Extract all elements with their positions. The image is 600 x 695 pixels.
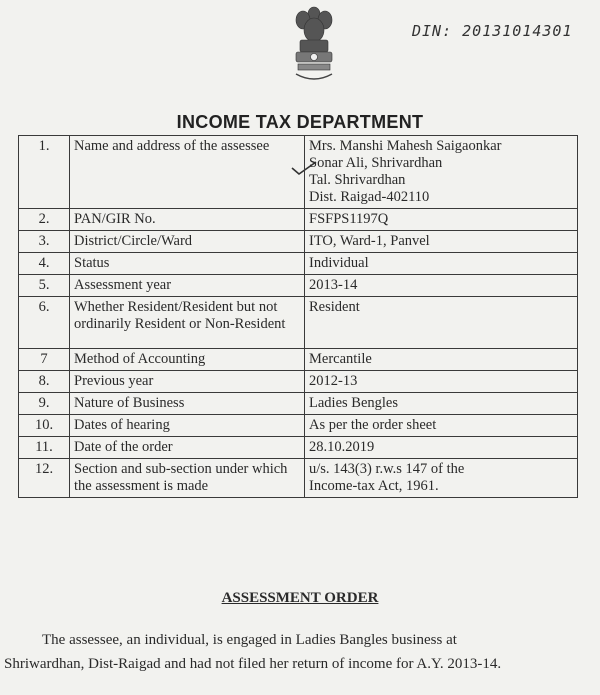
row-number: 11. <box>19 437 70 459</box>
row-value-line: Sonar Ali, Shrivardhan <box>309 155 443 171</box>
table-row <box>19 349 578 371</box>
row-value-line: Ladies Bengles <box>309 395 398 411</box>
row-value-line: Mercantile <box>309 351 372 367</box>
table-row <box>19 231 578 253</box>
row-label: Assessment year <box>70 275 305 297</box>
row-value <box>305 415 578 437</box>
row-value <box>305 275 578 297</box>
row-number: 2. <box>19 209 70 231</box>
row-value <box>305 437 578 459</box>
row-label: Previous year <box>70 371 305 393</box>
row-number: 8. <box>19 371 70 393</box>
table-row <box>19 415 578 437</box>
row-value-line: Income-tax Act, 1961. <box>309 478 439 494</box>
row-number: 3. <box>19 231 70 253</box>
row-label: Name and address of the assessee <box>70 136 305 209</box>
row-number: 1. <box>19 136 70 209</box>
row-value-line: 2012-13 <box>309 373 358 389</box>
row-value-line: Resident <box>309 299 360 315</box>
row-label: Dates of hearing <box>70 415 305 437</box>
row-value-line: 2013-14 <box>309 277 358 293</box>
row-value <box>305 297 578 349</box>
table-row <box>19 459 578 498</box>
row-label: Status <box>70 253 305 275</box>
row-value-line: Dist. Raigad-402110 <box>309 189 430 205</box>
row-value <box>305 136 578 209</box>
row-value-line: As per the order sheet <box>309 417 437 433</box>
row-value-line: Mrs. Manshi Mahesh Saigaonkar <box>309 138 502 154</box>
row-label: District/Circle/Ward <box>70 231 305 253</box>
assessee-details-table <box>18 135 578 498</box>
row-value-line: u/s. 143(3) r.w.s 147 of the <box>309 461 465 477</box>
table-row <box>19 275 578 297</box>
row-label: Section and sub-section under which the assessment is made <box>70 459 305 498</box>
row-value-line: ITO, Ward-1, Panvel <box>309 233 430 249</box>
row-number: 6. <box>19 297 70 349</box>
table-row <box>19 393 578 415</box>
row-value <box>305 371 578 393</box>
table-row <box>19 209 578 231</box>
row-value-line: FSFPS1197Q <box>309 211 389 227</box>
din-number: DIN: 20131014301 <box>412 22 573 40</box>
row-number: 7 <box>19 349 70 371</box>
table-row <box>19 437 578 459</box>
row-number: 4. <box>19 253 70 275</box>
assessment-order-heading: ASSESSMENT ORDER <box>221 590 379 606</box>
row-number: 9. <box>19 393 70 415</box>
order-line-2: Shriwardhan, Dist-Raigad and had not filed her return of income for A.Y. 2013-14. <box>4 656 502 672</box>
order-line-1: The assessee, an individual, is engaged in Ladies Bangles business at <box>42 632 457 648</box>
table-row <box>19 297 578 349</box>
row-value <box>305 253 578 275</box>
row-value-line: 28.10.2019 <box>309 439 375 455</box>
row-value-line: Individual <box>309 255 369 271</box>
table-row <box>19 253 578 275</box>
row-number: 5. <box>19 275 70 297</box>
row-value <box>305 459 578 498</box>
row-label: PAN/GIR No. <box>70 209 305 231</box>
row-number: 10. <box>19 415 70 437</box>
row-label: Method of Accounting <box>70 349 305 371</box>
table-row <box>19 136 578 209</box>
table-row <box>19 371 578 393</box>
row-number: 12. <box>19 459 70 498</box>
row-value-line: Tal. Shrivardhan <box>309 172 406 188</box>
row-label: Date of the order <box>70 437 305 459</box>
order-paragraph <box>4 628 594 676</box>
row-label: Whether Resident/Resident but not ordinarily Resident or Non-Resident <box>70 297 305 349</box>
row-value <box>305 349 578 371</box>
row-value <box>305 393 578 415</box>
department-title: INCOME TAX DEPARTMENT <box>176 112 424 132</box>
national-emblem-icon <box>288 4 340 86</box>
row-value <box>305 209 578 231</box>
row-value <box>305 231 578 253</box>
row-label: Nature of Business <box>70 393 305 415</box>
